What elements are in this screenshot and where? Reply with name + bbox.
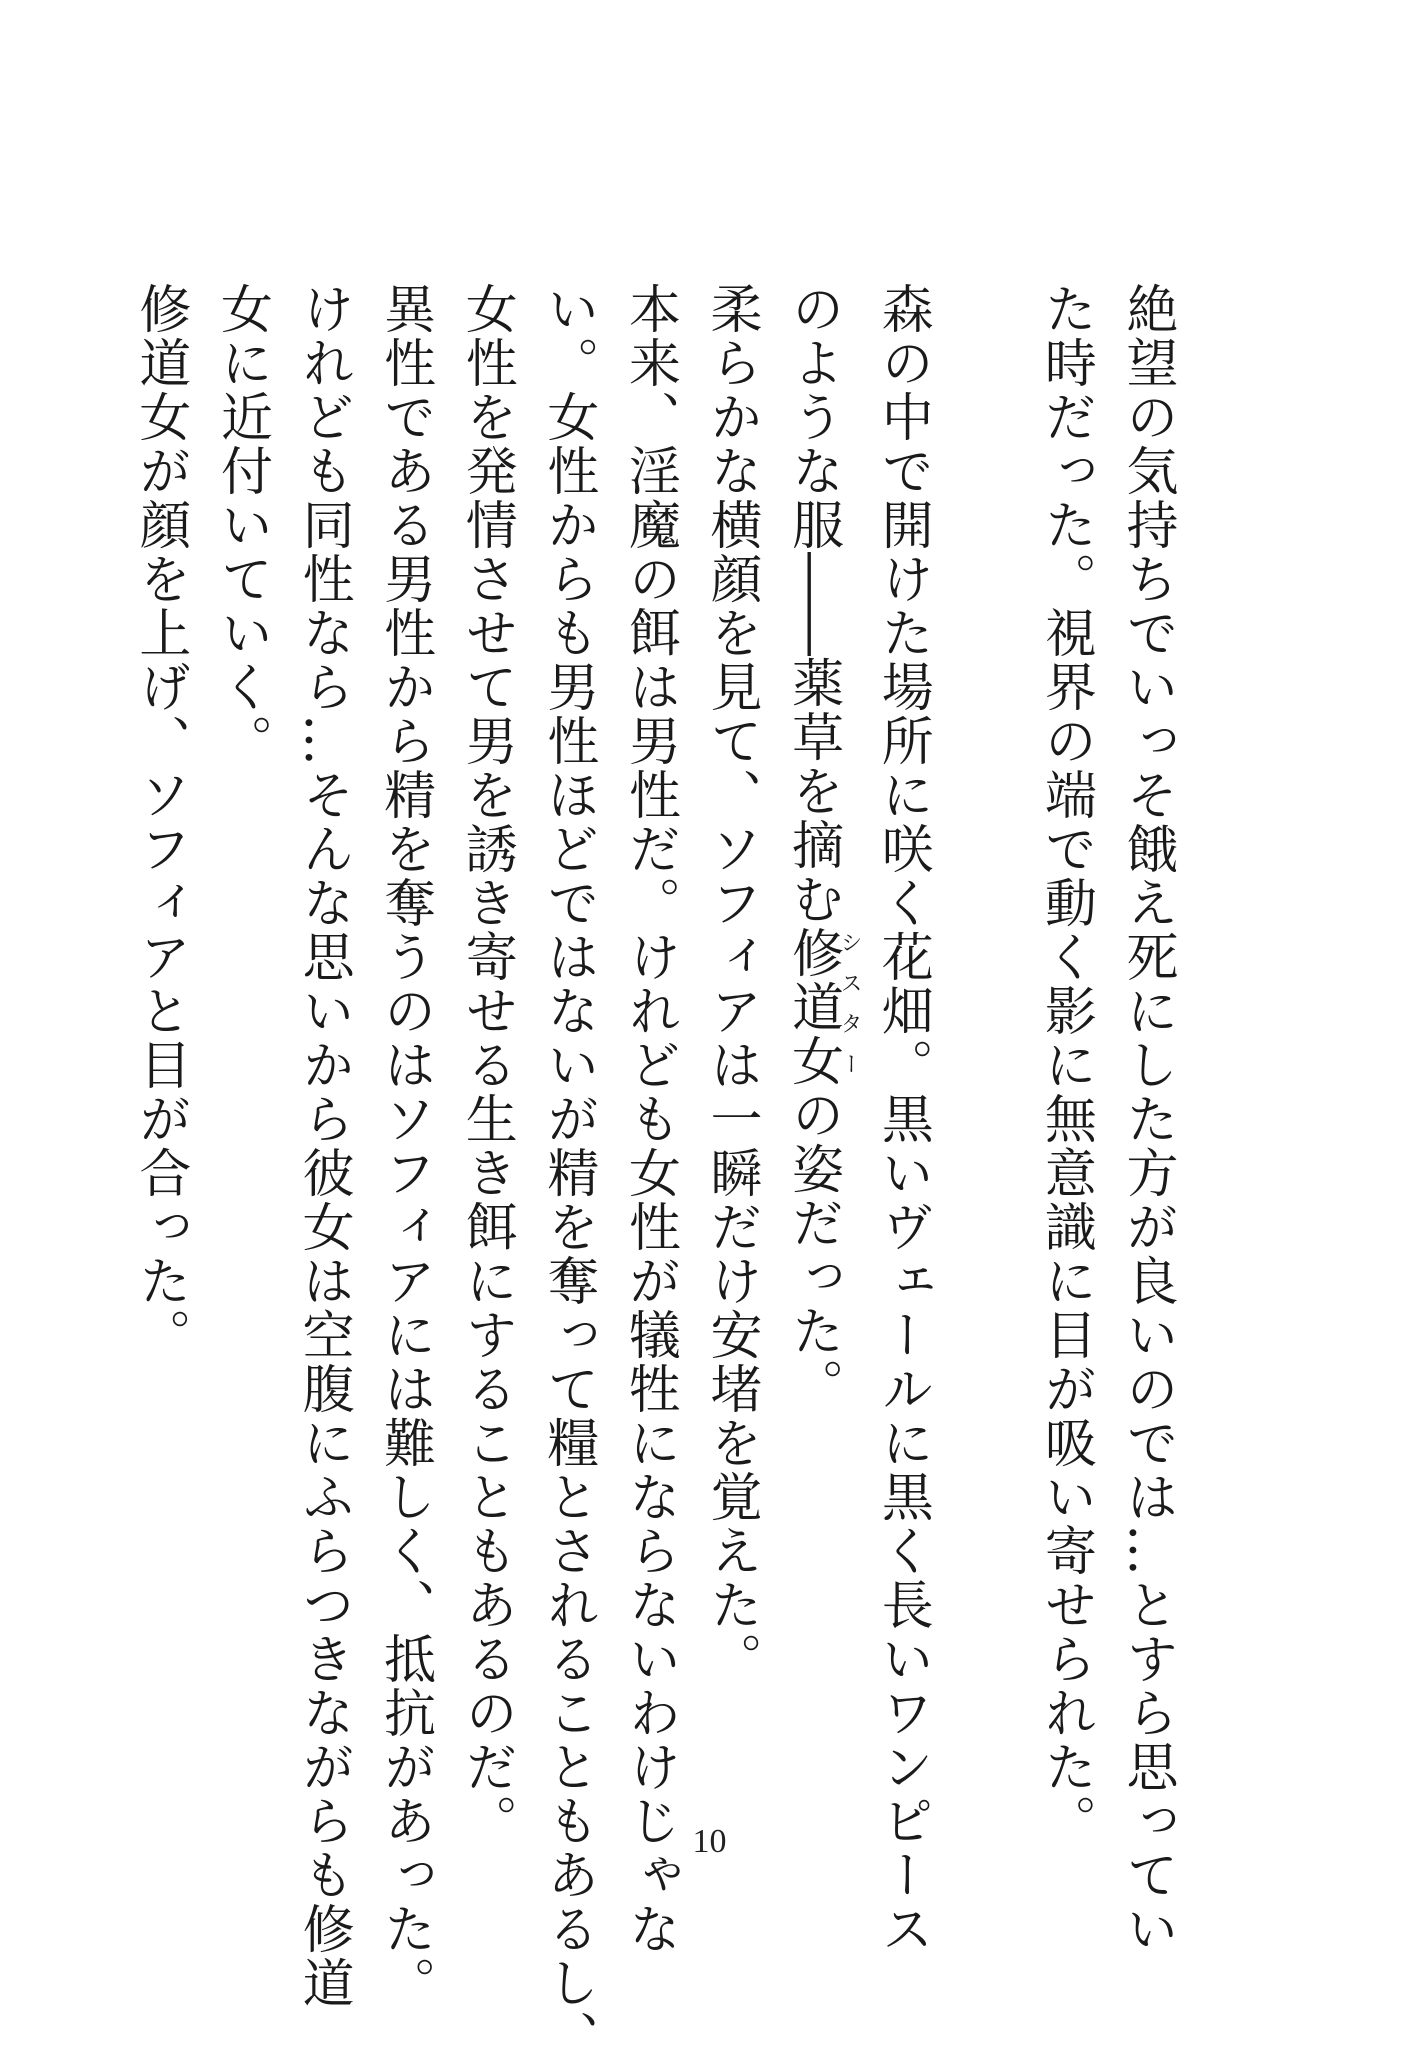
ruby-base: 修道女 bbox=[782, 926, 843, 1088]
text-line-5-part-a: のような服 bbox=[782, 282, 843, 552]
blank-line bbox=[942, 282, 1024, 1822]
text-line-8: い。女性からも男性ほどではないが精を奪って糧とされることもあるし、 bbox=[537, 282, 598, 2064]
text-line-11: けれども同性なら…そんな思いから彼女は空腹にふらつきながらも修道 bbox=[293, 282, 354, 2010]
text-line-5-part-c: の姿だった。 bbox=[782, 1088, 843, 1412]
ruby-reading: シスター bbox=[837, 926, 863, 1088]
text-line-10: 異性である男性から精を奪うのはソフィアには難しく、抵抗があった。 bbox=[374, 282, 435, 2010]
text-line-4: 森の中で開けた場所に咲く花畑。黒いヴェールに黒く長いワンピース bbox=[872, 282, 933, 1956]
em-dash: ―― bbox=[782, 552, 843, 656]
text-line-12: 女に近付いていく。 bbox=[211, 282, 272, 768]
page-number: 10 bbox=[692, 1823, 727, 1860]
text-line-13: 修道女が顔を上げ、ソフィアと目が合った。 bbox=[129, 282, 190, 1362]
text-line-5 bbox=[771, 282, 861, 1822]
text-line-5-part-b: 薬草を摘む bbox=[782, 656, 843, 926]
text-line-1: 絶望の気持ちでいっそ餓え死にした方が良いのでは…とすら思ってい bbox=[1117, 282, 1177, 1956]
text-line-7: 本来、淫魔の餌は男性だ。けれども女性が犠牲にならないわけじゃな bbox=[619, 282, 680, 1956]
text-line-9: 女性を発情させて男を誘き寄せる生き餌にすることもあるのだ。 bbox=[456, 282, 517, 1848]
text-line-6: 柔らかな横顔を見て、ソフィアは一瞬だけ安堵を覚えた。 bbox=[701, 282, 762, 1686]
text-line-2: た時だった。視界の端で動く影に無意識に目が吸い寄せられた。 bbox=[1035, 282, 1096, 1848]
ruby-sister bbox=[782, 926, 863, 1088]
